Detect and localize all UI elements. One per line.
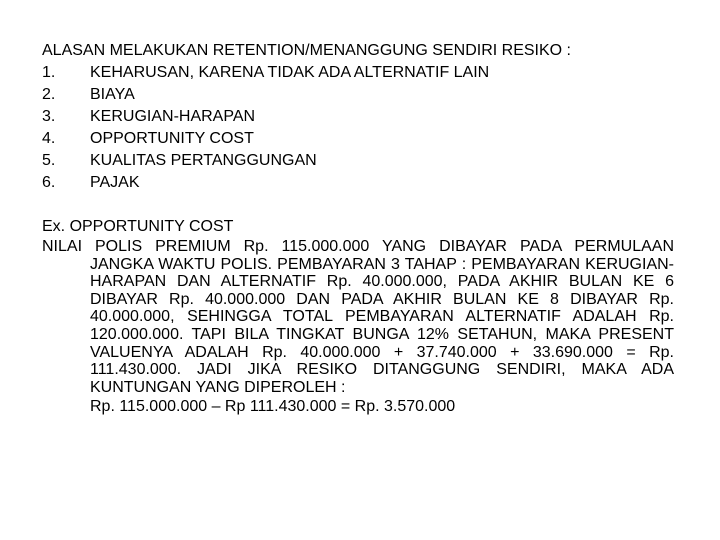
list-text: OPPORTUNITY COST <box>90 130 254 147</box>
example-title: Ex. OPPORTUNITY COST <box>42 218 234 235</box>
list-item <box>42 172 674 194</box>
list-number: 1. <box>42 64 56 81</box>
reasons-list <box>42 62 674 194</box>
list-number: 5. <box>42 152 56 169</box>
list-text: KERUGIAN-HARAPAN <box>90 108 256 125</box>
slide-heading: ALASAN MELAKUKAN RETENTION/MENANGGUNG SENDIRI RESIKO : <box>42 42 571 59</box>
list-item <box>42 84 674 106</box>
list-item <box>42 62 674 84</box>
example-paragraph: NILAI POLIS PREMIUM Rp. 115.000.000 YANG DIBAYAR PADA PERMULAAN JANGKA WAKTU POLIS. PEMBAYARAN 3 TAHAP : PEMBAYARAN KERUGIAN-HARAPAN DAN ALTERNATIF Rp. 40.000.000, PADA AKHIR BULAN KE 6 DIBAYAR Rp. 40.000.000 DAN PADA AKHIR BULAN KE 8 DIBAYAR Rp. 40.000.000, SEHINGGA TOTAL PEMBAYARAN ALTERNATIF ADALAH Rp. 120.000.000. TAPI BILA TINGKAT BUNGA 12% SETAHUN, MAKA PRESENT VALUENYA ADALAH Rp. 40.000.000 + 37.740.000 + 33.690.000 = Rp. 111.430.000. JADI JIKA RESIKO DITANGGUNG SENDIRI, MAKA ADA KUNTUNGAN YANG DIPEROLEH : <box>42 238 674 396</box>
spacer <box>42 194 674 216</box>
list-text: KUALITAS PERTANGGUNGAN <box>90 152 317 169</box>
list-text: PAJAK <box>90 174 140 191</box>
example-formula: Rp. 115.000.000 – Rp 111.430.000 = Rp. 3.570.000 <box>90 398 456 416</box>
list-text: KEHARUSAN, KARENA TIDAK ADA ALTERNATIF LAIN <box>90 64 490 81</box>
slide-content <box>42 40 674 418</box>
list-item <box>42 128 674 150</box>
list-item <box>42 106 674 128</box>
list-number: 2. <box>42 86 56 103</box>
list-item <box>42 150 674 172</box>
list-text: BIAYA <box>90 86 135 103</box>
list-number: 3. <box>42 108 56 125</box>
list-number: 6. <box>42 174 56 191</box>
list-number: 4. <box>42 130 56 147</box>
